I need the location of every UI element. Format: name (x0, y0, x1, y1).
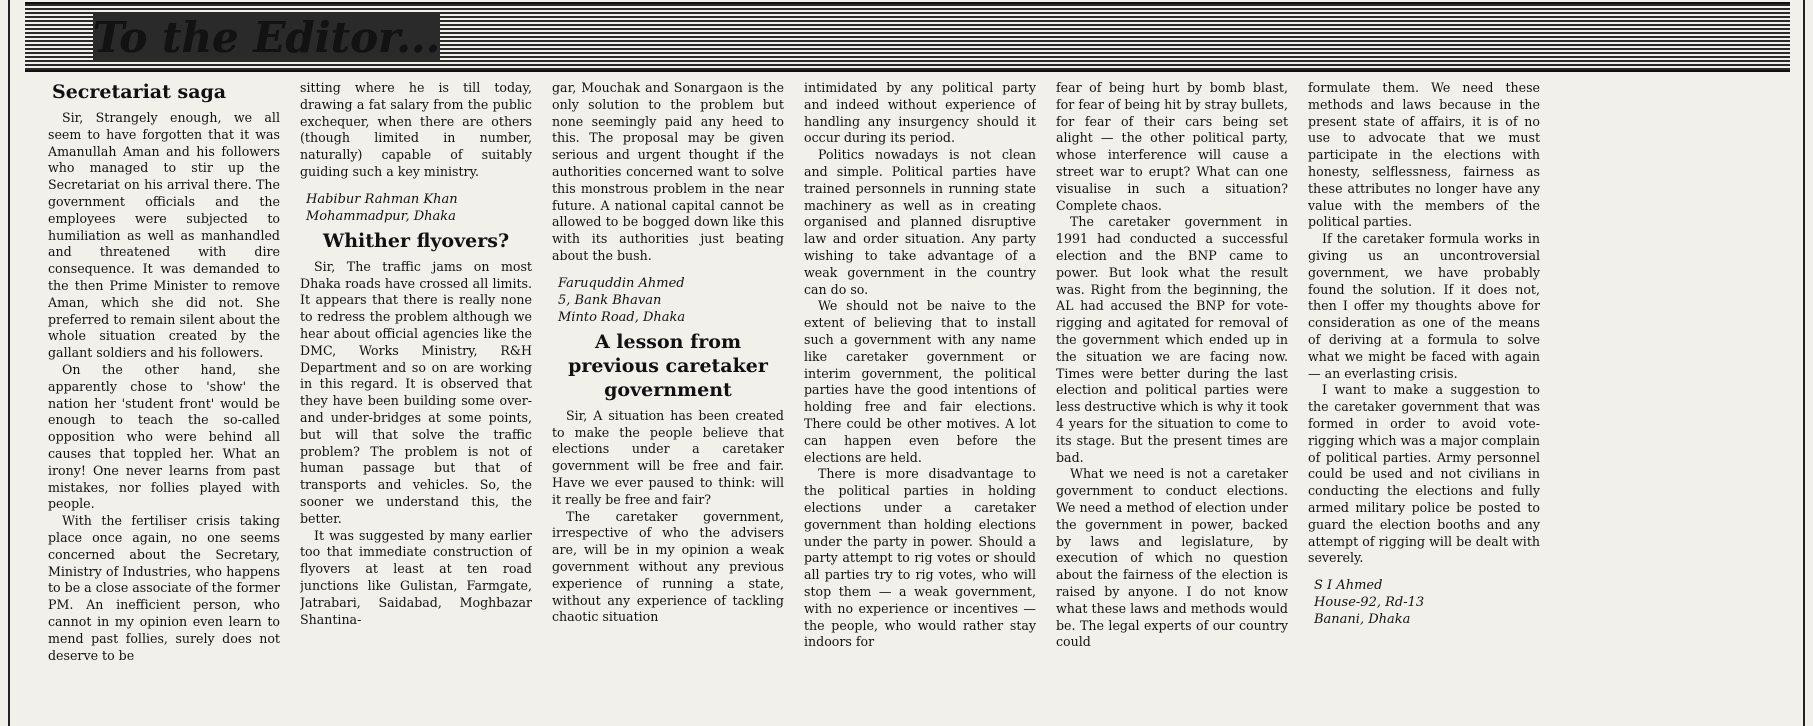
paragraph: It was suggested by many earlier too that immediate construction of flyovers at least at ten road junctions like Gulistan, Farmgate, Jatrabari, Saidabad, Moghbazar Shantina- (300, 527, 532, 627)
signature-line: 5, Bank Bhavan (558, 292, 662, 308)
letter-headline: Whither flyovers? (322, 229, 510, 252)
signature-line: Minto Road, Dhaka (558, 309, 686, 325)
paragraph: We should not be naive to the extent of believing that to install such a government with any name like caretaker government or interim government, the political parties have the good intentions of holding free and fair elections. There could be other motives. A lot can happen even before the elections are held. (804, 298, 1036, 465)
paragraph: What we need is not a caretaker government to conduct elections. We need a method of election under the government in power, backed by laws and legislature, by execution of which no question about the fairness of the election is raised by anyone. I do not know what these laws and methods would be. The legal experts of our country could (1056, 466, 1288, 650)
letter-signature (558, 275, 784, 326)
continued-paragraph: fear of being hurt by bomb blast, for fear of being hit by stray bullets, for fear of their cars being set alight — the other political party, whose interference will cause a street war to erupt? What can one visualise in such a situation? Complete chaos. (1056, 80, 1288, 213)
signature-line: House-92, Rd-13 (1314, 595, 1425, 611)
column-5 (1056, 80, 1288, 720)
letter-headline: Secretariat saga (52, 81, 227, 103)
column-3 (552, 80, 784, 720)
paragraph: Politics nowadays is not clean and simple. Political parties have trained personnels in running state machinery as well as in creating organised and planned disruptive law and order situation. Any party wishing to take advantage of a weak government in the country can do so. (804, 147, 1036, 297)
continued-paragraph: gar, Mouchak and Sonargaon is the only solution to the problem but none seemingly paid any heed to this. The proposal may be given serious and urgent thought if the authorities concerned want to solve this monstrous problem in the near future. A national capital cannot be allowed to be bogged down like this with its authorities just beating about the bush. (552, 80, 784, 263)
column-1 (48, 80, 280, 720)
section-title: To the Editor... (93, 12, 441, 62)
left-border-rule (8, 0, 10, 726)
letter-signature (306, 191, 532, 225)
column-4 (804, 80, 1036, 720)
column-6 (1308, 80, 1540, 720)
signature-line: Mohammadpur, Dhaka (306, 208, 456, 224)
signature-line: Banani, Dhaka (1314, 612, 1411, 628)
paragraph: With the fertiliser crisis taking place once again, no one seems concerned about the Secretary, Ministry of Industries, who happens to be a close associate of the former PM. An inefficient person, who cannot in my opinion even learn to mend past follies, surely does not deserve to be (48, 513, 280, 663)
continued-paragraph: formulate them. We need these methods and laws because in the present state of affairs, it is of no use to advocate that we must participate in the elections with honesty, selflessness, fairness as these attributes no longer have any value with the members of the political parties. (1308, 80, 1540, 230)
paragraph: The caretaker government in 1991 had conducted a successful election and the BNP came to power. But look what the result was. Right from the beginning, the AL had accused the BNP for vote-rigging and agitated for removal of the government which ended up in the situation we are facing now. Times were better during the last election and political parties were less destructive which is why it took 4 years for the situation to come to its stage. But the present times are bad. (1056, 214, 1288, 465)
letter-signature (1314, 577, 1540, 628)
signature-line: Habibur Rahman Khan (306, 191, 458, 207)
letter-headline: A lesson from previous caretaker government (568, 330, 768, 401)
paragraph: If the caretaker formula works in giving us an uncontroversial government, we have probably found the solution. If it does not, then I offer my thoughts above for consideration as one of the means of deriving at a formula to solve what we might be faced with again — an everlasting crisis. (1308, 231, 1540, 381)
paragraph: The caretaker government, irrespective of who the advisers are, will be in my opinion a weak government without any previous experience of running a state, without any experience of tackling chaotic situation (552, 508, 784, 625)
paragraph: I want to make a suggestion to the caretaker government that was formed in order to avoid vote-rigging which was a major complain of political parties. Army personnel could be used and not civilians in conducting the elections and fully armed military police be posted to guard the election booths and any attempt of rigging will be dealt with severely. (1308, 382, 1540, 566)
paragraph: Sir, The traffic jams on most Dhaka roads have crossed all limits. It appears that there is really none to redress the problem although we hear about official agencies like the DMC, Works Ministry, R&H Department and so on are working in this regard. It is observed that they have been building some over- and under-bridges at some points, but will that solve the traffic problem? The problem is not of human passage but that of transports and vehicles. So, the sooner we understand this, the better. (300, 258, 532, 526)
continued-paragraph: intimidated by any political party and indeed without experience of handling any insurgency should it occur during its period. (804, 80, 1036, 146)
continued-paragraph: sitting where he is till today, drawing a fat salary from the public exchequer, when there are others (though limited in number, naturally) capable of suitably guiding such a key ministry. (300, 80, 532, 179)
paragraph: On the other hand, she apparently chose to 'show' the nation her 'student front' would be enough to teach the so-called opposition who were behind all causes that toppled her. What an irony! One never learns from past mistakes, nor follies played with people. (48, 361, 280, 512)
signature-line: Faruquddin Ahmed (558, 275, 685, 291)
paragraph: There is more disadvantage to the political parties in holding elections under a caretaker government than holding elections under the party in power. Should a party attempt to rig votes or should all parties try to rig votes, who will stop them — a weak government, with no experience or incentives — the people, who would rather stay indoors for (804, 466, 1036, 650)
right-border-rule (1803, 0, 1805, 726)
signature-line: S I Ahmed (1314, 578, 1383, 594)
paragraph: Sir, A situation has been created to make the people believe that elections under a caretaker government will be free and fair. Have we ever paused to think: will it really be free and fair? (552, 407, 784, 507)
column-2 (300, 80, 532, 720)
section-banner (25, 2, 1790, 72)
paragraph: Sir, Strangely enough, we all seem to have forgotten that it was Amanullah Aman and his followers who managed to stir up the Secretariat on his arrival there. The government officials and the employees were subjected to humiliation as well as manhandled and threatened with dire consequence. It was demanded to the then Prime Minister to remove Aman, which she did not. She preferred to remain silent about the whole situation created by the gallant soldiers and his followers. (48, 110, 280, 361)
